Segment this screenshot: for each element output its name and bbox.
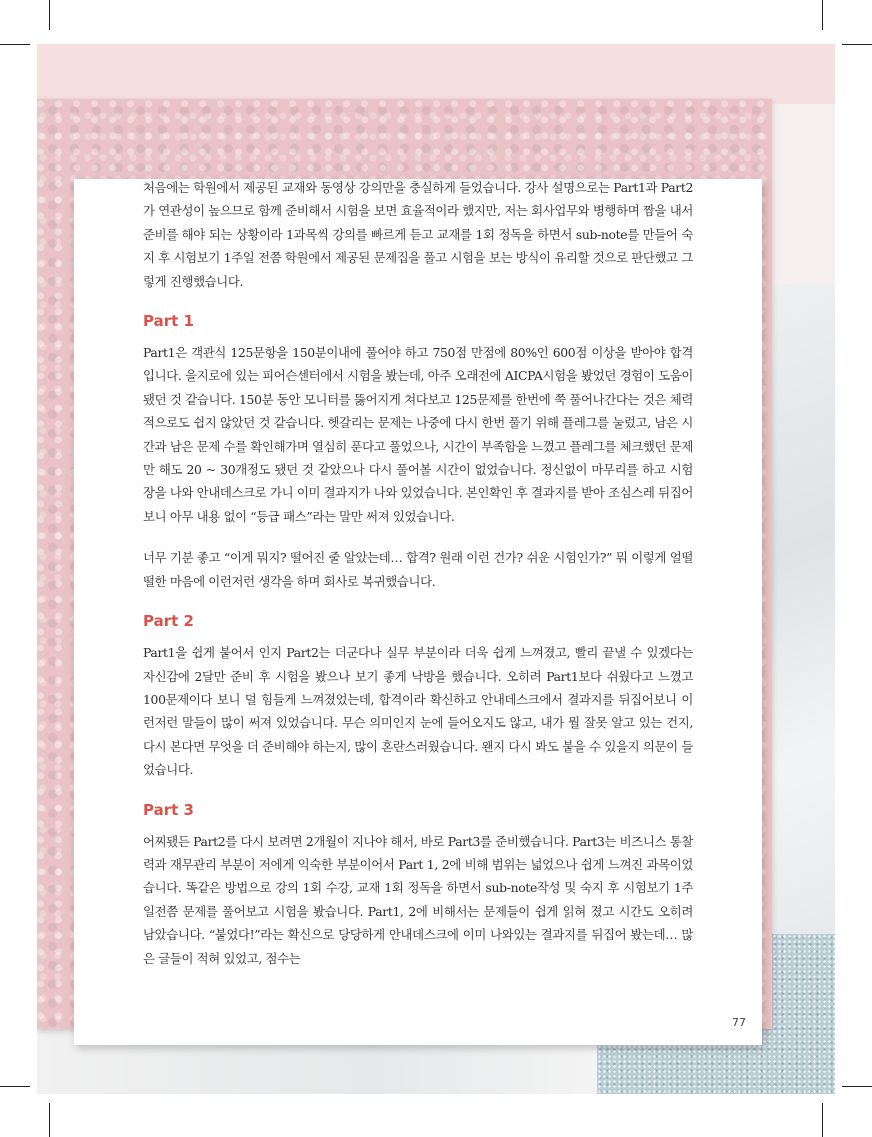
part3-paragraph-1: 어찌됐든 Part2를 다시 보려면 2개월이 지나야 해서, 바로 Part3를 준비했습니다. Part3는 비즈니스 통찰력과 재무관리 부분이 저에게 익숙한 부분이어서 Part 1, 2에 비해 범위는 넓었으나 쉽게 느껴진 과목이었습니다. 똑같은 방법으로 강의 1회 수강, 교재 1회 정독을 하면서 sub-note작성 및 숙지 후 시험보기 1주일전쯤 문제를 풀어보고 시험을 봤습니다. Part1, 2에 비해서는 문제들이 쉽게 읽혀 졌고 시간도 오히려 남았습니다. “붙었다!”라는 확신으로 당당하게 안내데스크에 이미 나와있는 결과지를 뒤집어 봤는데… 많은 글들이 적혀 있었고, 점수는 xyxy=(143,833,693,966)
section-heading-part1: Part 1 xyxy=(143,312,194,331)
crop-mark-top-right-h xyxy=(842,44,872,45)
crop-mark-bottom-right-v xyxy=(822,1103,823,1137)
section-heading-part2: Part 2 xyxy=(143,612,194,631)
pink-paper-top xyxy=(37,44,835,104)
crop-mark-bottom-left-v xyxy=(49,1103,50,1137)
page-number: 77 xyxy=(732,1016,746,1029)
part1-paragraph-2: 너무 기분 좋고 “이게 뭐지? 떨어진 줄 알았는데… 합격? 원래 이런 건가? 쉬운 시험인가?” 뭐 이렇게 얼떨떨한 마음에 이런저런 생각을 하며 회사로 복귀했습니다. xyxy=(143,550,693,589)
part2-paragraph-1: Part1을 쉽게 붙어서 인지 Part2는 더군다나 실무 부분이라 더욱 쉽게 느껴졌고, 빨리 끝낼 수 있겠다는 자신감에 2달만 준비 후 시험을 봤으나 보기 좋게 낙방을 했습니다. 오히려 Part1보다 쉬웠다고 느꼈고 100문제이다 보니 덜 힘들게 느껴졌었는데, 합격이라 확신하고 안내데스크에서 결과지를 뒤집어보니 이런저런 말들이 많이 써져 있었습니다. 무슨 의미인지 눈에 들어오지도 않고, 내가 뭘 잘못 알고 있는 건지, 다시 본다면 무엇을 더 준비해야 하는지, 많이 혼란스러웠습니다. 왠지 다시 봐도 붙을 수 있을지 의문이 들었습니다. xyxy=(143,645,693,778)
crop-mark-top-left-h xyxy=(0,44,30,45)
part1-paragraph-1: Part1은 객관식 125문항을 150분이내에 풀어야 하고 750점 만점에 80%인 600점 이상을 받아야 합격입니다. 을지로에 있는 피어슨센터에서 시험을 봤는데, 아주 오래전에 AICPA시험을 봤었던 경험이 도움이 됐던 것 같습니다. 150분 동안 모니터를 뚫어지게 쳐다보고 125문제를 한번에 쭉 풀어나간다는 것은 체력적으로도 쉽지 않았던 것 같습니다. 헷갈리는 문제는 나중에 다시 한번 풀기 위해 플레그를 눌렀고, 남은 시간과 남은 문제 수를 확인해가며 열심히 푼다고 풀었으나, 시간이 부족함을 느꼈고 플레그를 체크했던 문제만 해도 20 ~ 30개정도 됐던 것 같았으나 다시 풀어볼 시간이 없었습니다. 정신없이 마무리를 하고 시험장을 나와 안내데스크로 가니 이미 결과지가 나와 있었습니다. 본인확인 후 결과지를 받아 조심스레 뒤집어 보니 아무 내용 없이 “등급 패스”라는 말만 써져 있었습니다. xyxy=(143,345,693,524)
crop-mark-bottom-left-h xyxy=(0,1086,30,1087)
crop-mark-top-left-v xyxy=(49,0,50,30)
intro-paragraph: 처음에는 학원에서 제공된 교재와 동영상 강의만을 충실하게 들었습니다. 강사 설명으로는 Part1과 Part2가 연관성이 높으므로 함께 준비해서 시험을 보면 효율적이라 했지만, 저는 회사업무와 병행하며 짬을 내서 준비를 해야 되는 상황이라 1과목씩 강의를 빠르게 듣고 교재를 1회 정독을 하면서 sub-note를 만들어 숙지 후 시험보기 1주일 전쯤 학원에서 제공된 문제집을 풀고 시험을 보는 방식이 유리할 것으로 판단했고 그렇게 진행했습니다. xyxy=(143,180,693,289)
section-heading-part3: Part 3 xyxy=(143,800,194,819)
crop-mark-bottom-right-h xyxy=(842,1086,872,1087)
crop-mark-top-right-v xyxy=(822,0,823,30)
article-body xyxy=(143,176,693,988)
